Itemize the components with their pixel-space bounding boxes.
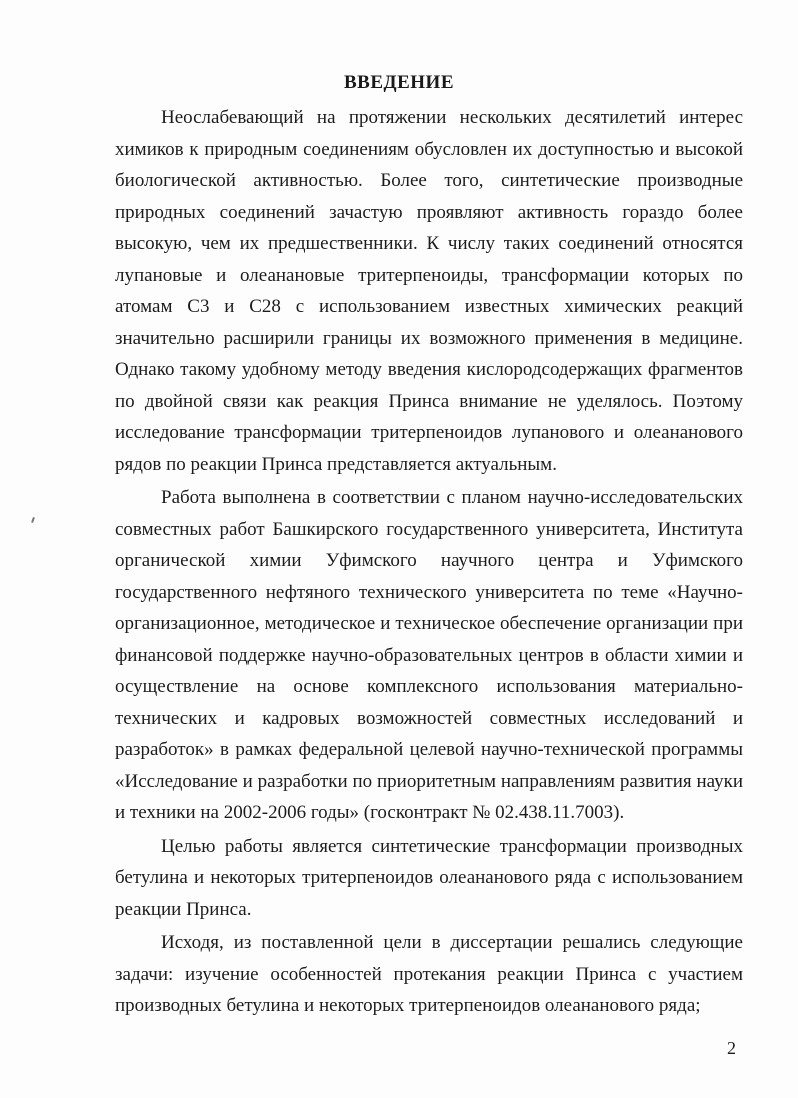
page-number: 2 — [727, 1038, 736, 1058]
scan-artifact-mark — [31, 517, 35, 523]
paragraph-goal: Целью работы является синтетические трансформации производных бетулина и некоторых тритерпеноидов олеананового ряда с использованием реакции Принса. — [115, 835, 743, 920]
body-text — [115, 102, 743, 1022]
paragraph-introduction: Неослабевающий на протяжении нескольких десятилетий интерес химиков к природным соединениям обусловлен их доступностью и высокой биологической активностью. Более того, синтетические производные природных соединений зачастую проявляют активность гораздо более высокую, чем их предшественники. К числу таких соединений относятся лупановые и олеанановые тритерпеноиды, трансформации которых по атомам С3 и С28 с использованием известных химических реакций значительно расширили границы их возможного применения в медицине. Однако такому удобному методу введения кислородсодержащих фрагментов по двойной связи как реакция Принса внимание не уделялось. Поэтому исследование трансформации тритерпеноидов лупанового и олеананового рядов по реакции Принса представляется актуальным. — [115, 107, 743, 475]
page-title: ВВЕДЕНИЕ — [344, 72, 454, 93]
paragraph-tasks: Исходя, из поставленной цели в диссертации решались следующие задачи: изучение особенностей протекания реакции Принса с участием производных бетулина и некоторых тритерпеноидов олеананового ряда; — [115, 932, 743, 1016]
paragraph-research-program: Работа выполнена в соответствии с планом научно-исследовательских совместных работ Башкирского государственного университета, Института органической химии Уфимского научного центра и Уфимского государственного нефтяного технического университета по теме «Научно-организационное, методическое и техническое обеспечение организации при финансовой поддержке научно-образовательных центров в области химии и осуществление на основе комплексного использования материально-технических и кадровых возможностей совместных исследований и разработок» в рамках федеральной целевой научно-технической программы «Исследование и разработки по приоритетным направлениям развития науки и техники на 2002-2006 годы» (госконтракт № 02.438.11.7003). — [115, 487, 743, 823]
